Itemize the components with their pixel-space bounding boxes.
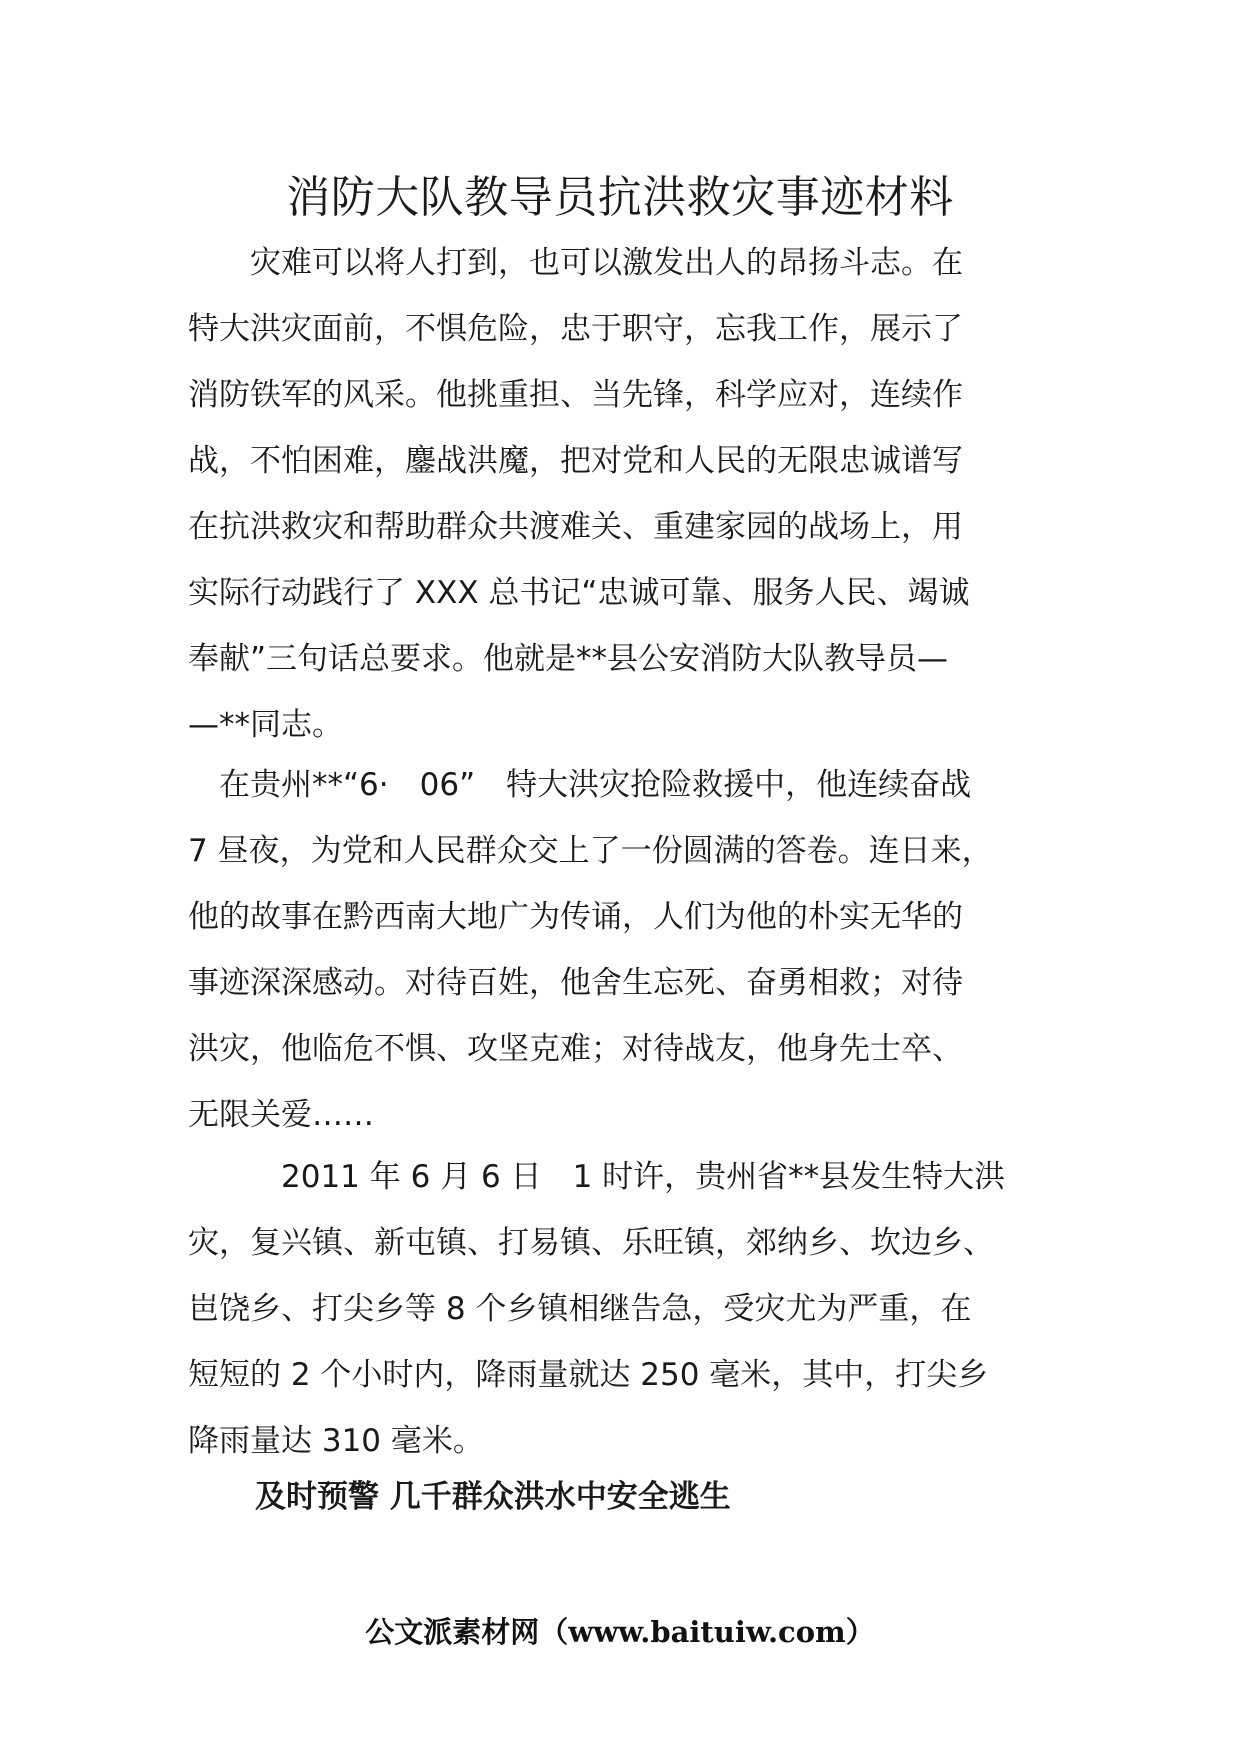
text-line: —**同志。 — [188, 707, 343, 743]
text-line: 降雨量达 310 毫米。 — [188, 1423, 484, 1459]
text-line: 无限关爱…… — [188, 1097, 374, 1133]
text-line: 事迹深深感动。对待百姓，他舍生忘死、奋勇相救；对待 — [188, 965, 963, 1001]
text-line: 2011 年 6 月 6 日 1 时许，贵州省**县发生特大洪 — [188, 1159, 1006, 1195]
paragraph-3 — [188, 1144, 1068, 1474]
text-line: 消防铁军的风采。他挑重担、当先锋，科学应对，连续作 — [188, 377, 963, 413]
text-line: 岜饶乡、打尖乡等 8 个乡镇相继告急，受灾尤为严重，在 — [188, 1291, 972, 1327]
text-line: 在抗洪救灾和帮助群众共渡难关、重建家园的战场上，用 — [188, 509, 963, 545]
text-line: 灾，复兴镇、新屯镇、打易镇、乐旺镇，郊纳乡、坎边乡、 — [188, 1225, 994, 1261]
section-heading: 及时预警 几千群众洪水中安全逃生 — [255, 1479, 731, 1515]
document-title: 消防大队教导员抗洪救灾事迹材料 — [286, 172, 954, 223]
paragraph-2 — [188, 752, 1068, 1148]
paragraph-1 — [188, 230, 1068, 758]
text-line: 实际行动践行了 XXX 总书记“忠诚可靠、服务人民、竭诚 — [188, 575, 970, 611]
text-line: 在贵州**“6· 06” 特大洪灾抢险救援中，他连续奋战 — [188, 767, 972, 803]
text-line: 战，不怕困难，鏖战洪魔，把对党和人民的无限忠诚谱写 — [188, 443, 963, 479]
footer-source: 公文派素材网（www.baituiw.com） — [365, 1615, 875, 1649]
text-line: 7 昼夜，为党和人民群众交上了一份圆满的答卷。连日来， — [188, 833, 993, 869]
text-line: 他的故事在黔西南大地广为传诵，人们为他的朴实无华的 — [188, 899, 963, 935]
text-line: 灾难可以将人打到，也可以激发出人的昂扬斗志。在 — [188, 245, 963, 281]
text-line: 短短的 2 个小时内，降雨量就达 250 毫米，其中，打尖乡 — [188, 1357, 989, 1393]
text-line: 特大洪灾面前，不惧危险，忠于职守，忘我工作，展示了 — [188, 311, 963, 347]
text-line: 奉献”三句话总要求。他就是**县公安消防大队教导员— — [188, 641, 949, 677]
text-line: 洪灾，他临危不惧、攻坚克难；对待战友，他身先士卒、 — [188, 1031, 963, 1067]
